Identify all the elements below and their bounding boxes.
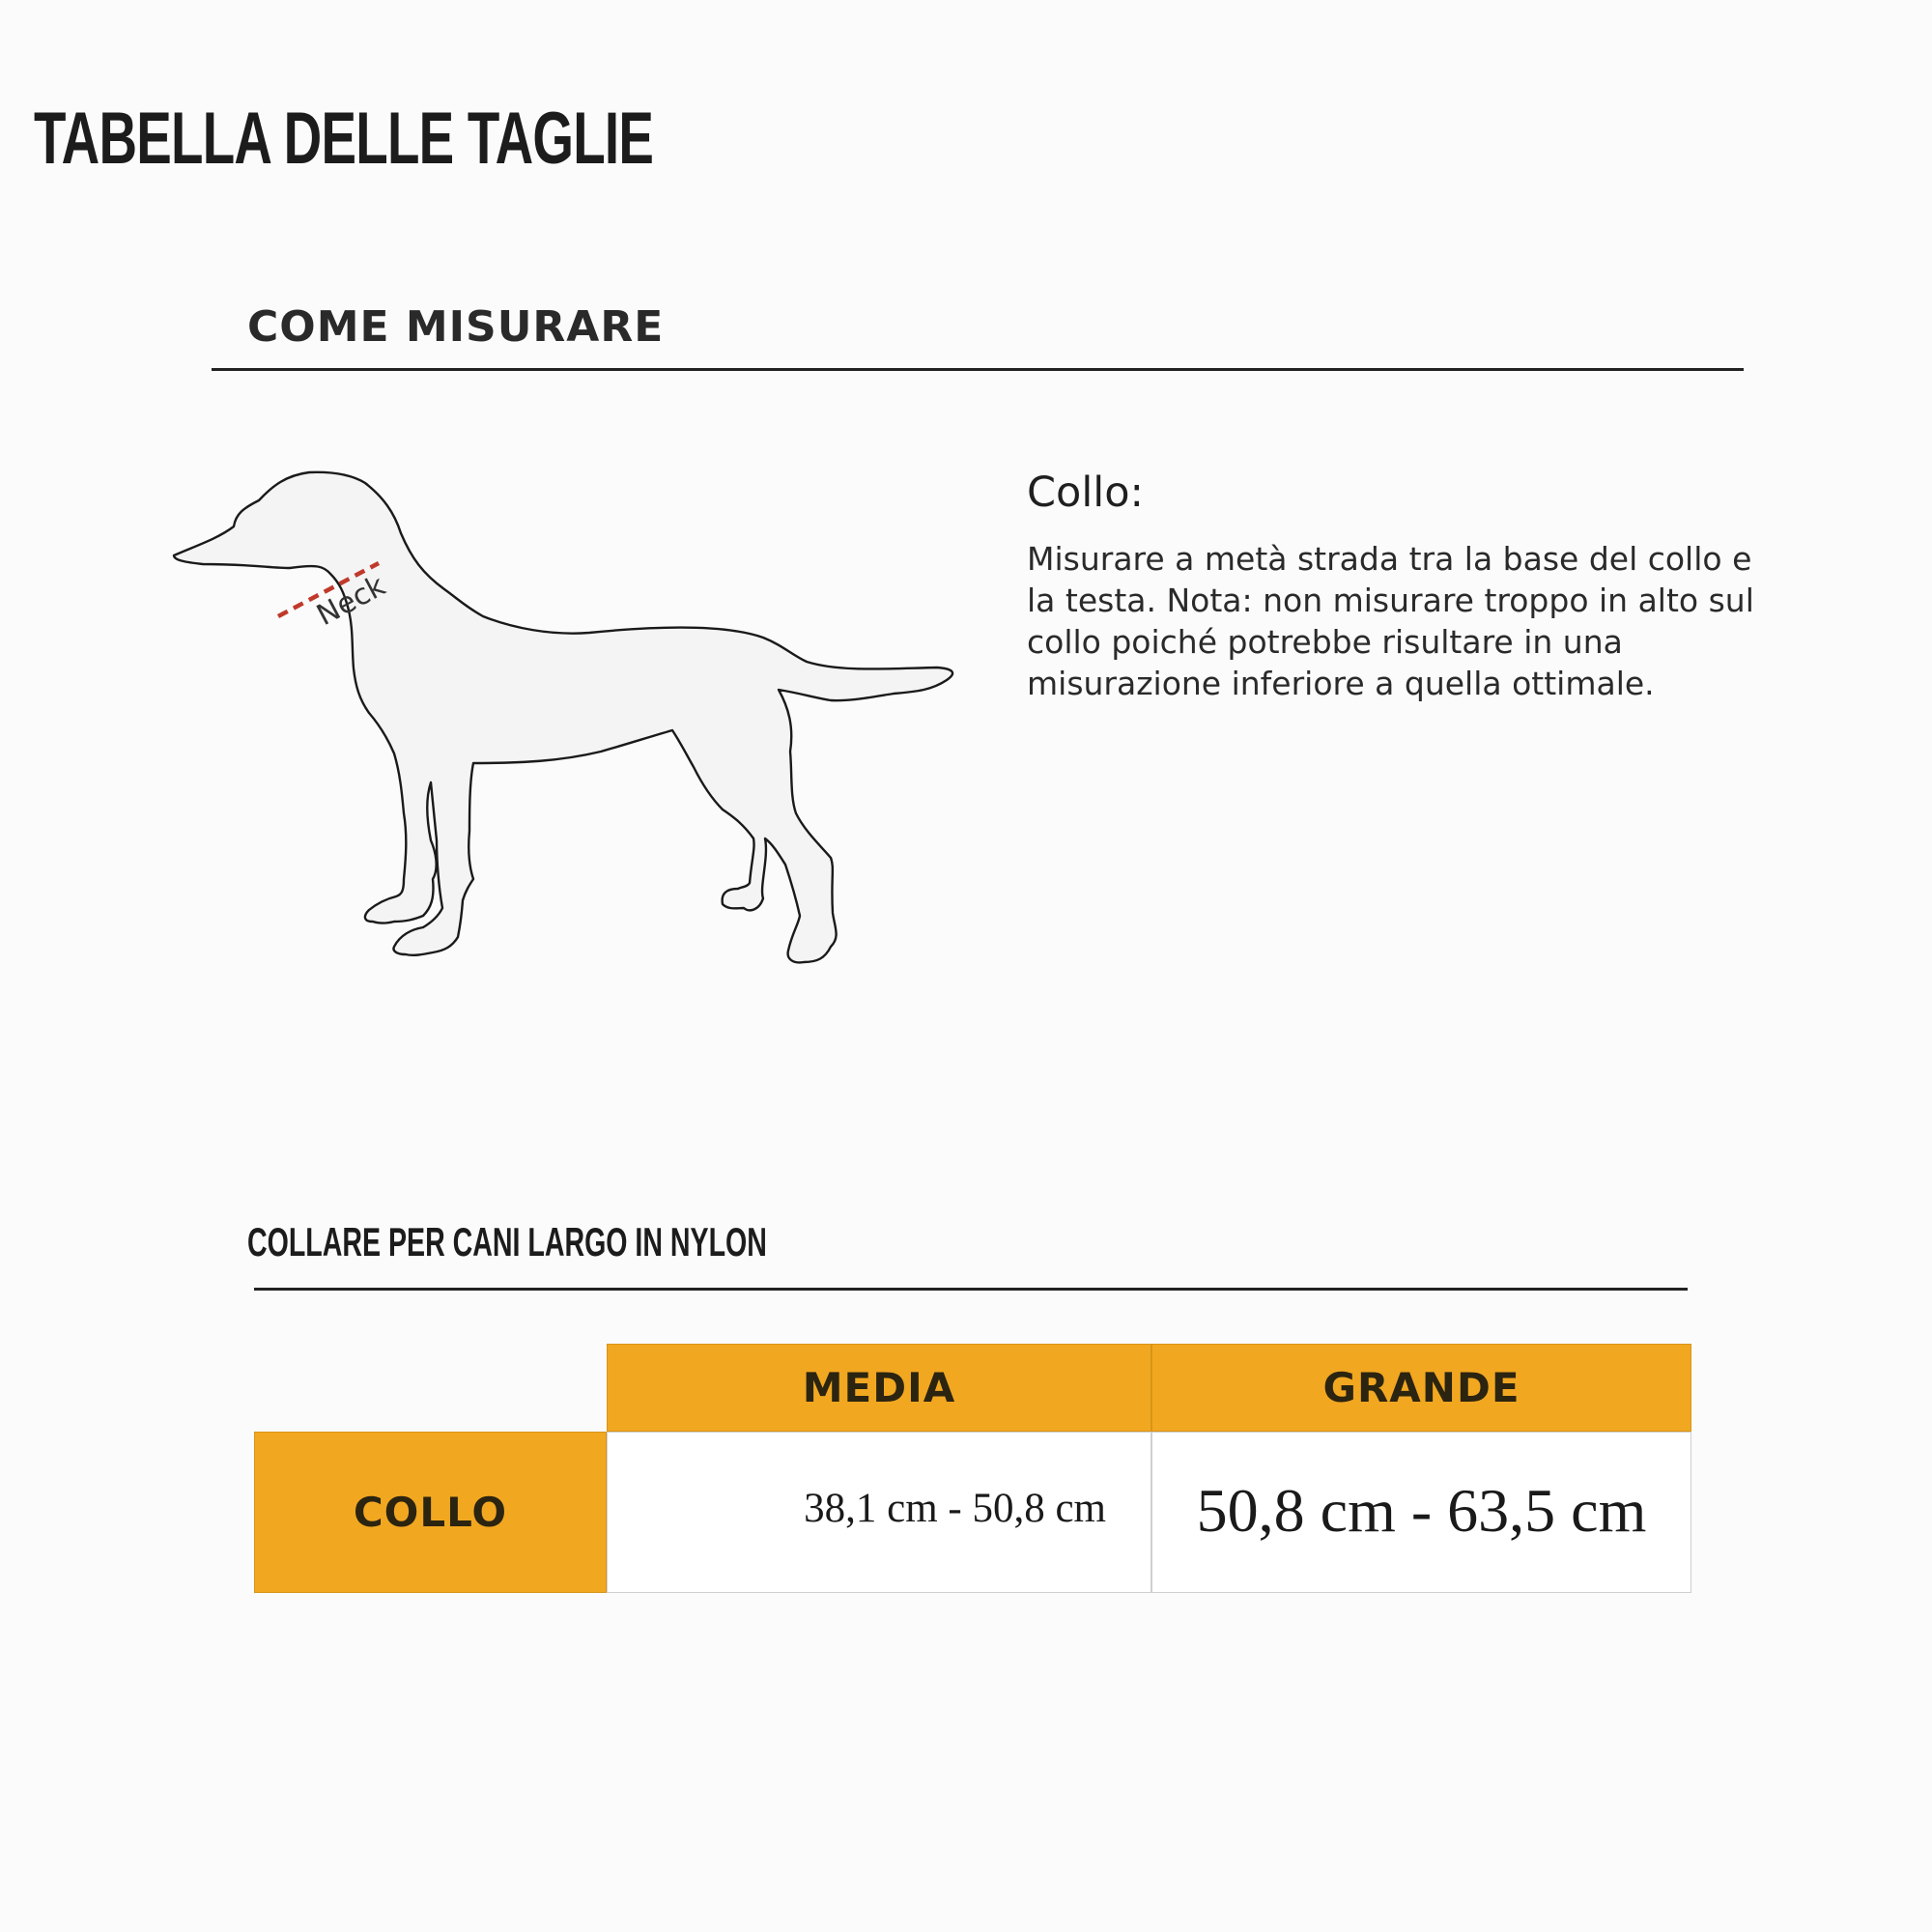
dog-silhouette-figure bbox=[164, 454, 976, 1014]
neck-measure-heading: Collo: bbox=[1027, 469, 1145, 517]
cell-collo-grande: 50,8 cm - 63,5 cm bbox=[1151, 1432, 1691, 1593]
product-divider bbox=[254, 1288, 1688, 1291]
neck-figure-label: Neck bbox=[311, 569, 391, 634]
section-divider bbox=[212, 368, 1744, 371]
how-to-measure-title: COME MISURARE bbox=[247, 302, 665, 352]
column-header-media: MEDIA bbox=[607, 1344, 1151, 1432]
row-header-collo: COLLO bbox=[254, 1432, 607, 1593]
product-title: COLLARE PER CANI LARGO IN NYLON bbox=[247, 1219, 767, 1264]
cell-collo-media: 38,1 cm - 50,8 cm bbox=[607, 1432, 1151, 1593]
neck-measure-description: Misurare a metà strada tra la base del collo e la testa. Nota: non misurare troppo in alto sul collo poiché potrebbe risultare in una misurazione inferiore a quella ottimale. bbox=[1027, 540, 1754, 702]
page-title: TABELLA DELLE TAGLIE bbox=[34, 98, 654, 180]
neck-measure-instructions bbox=[1027, 469, 1761, 704]
column-header-grande: GRANDE bbox=[1151, 1344, 1691, 1432]
dog-outline bbox=[174, 472, 952, 963]
